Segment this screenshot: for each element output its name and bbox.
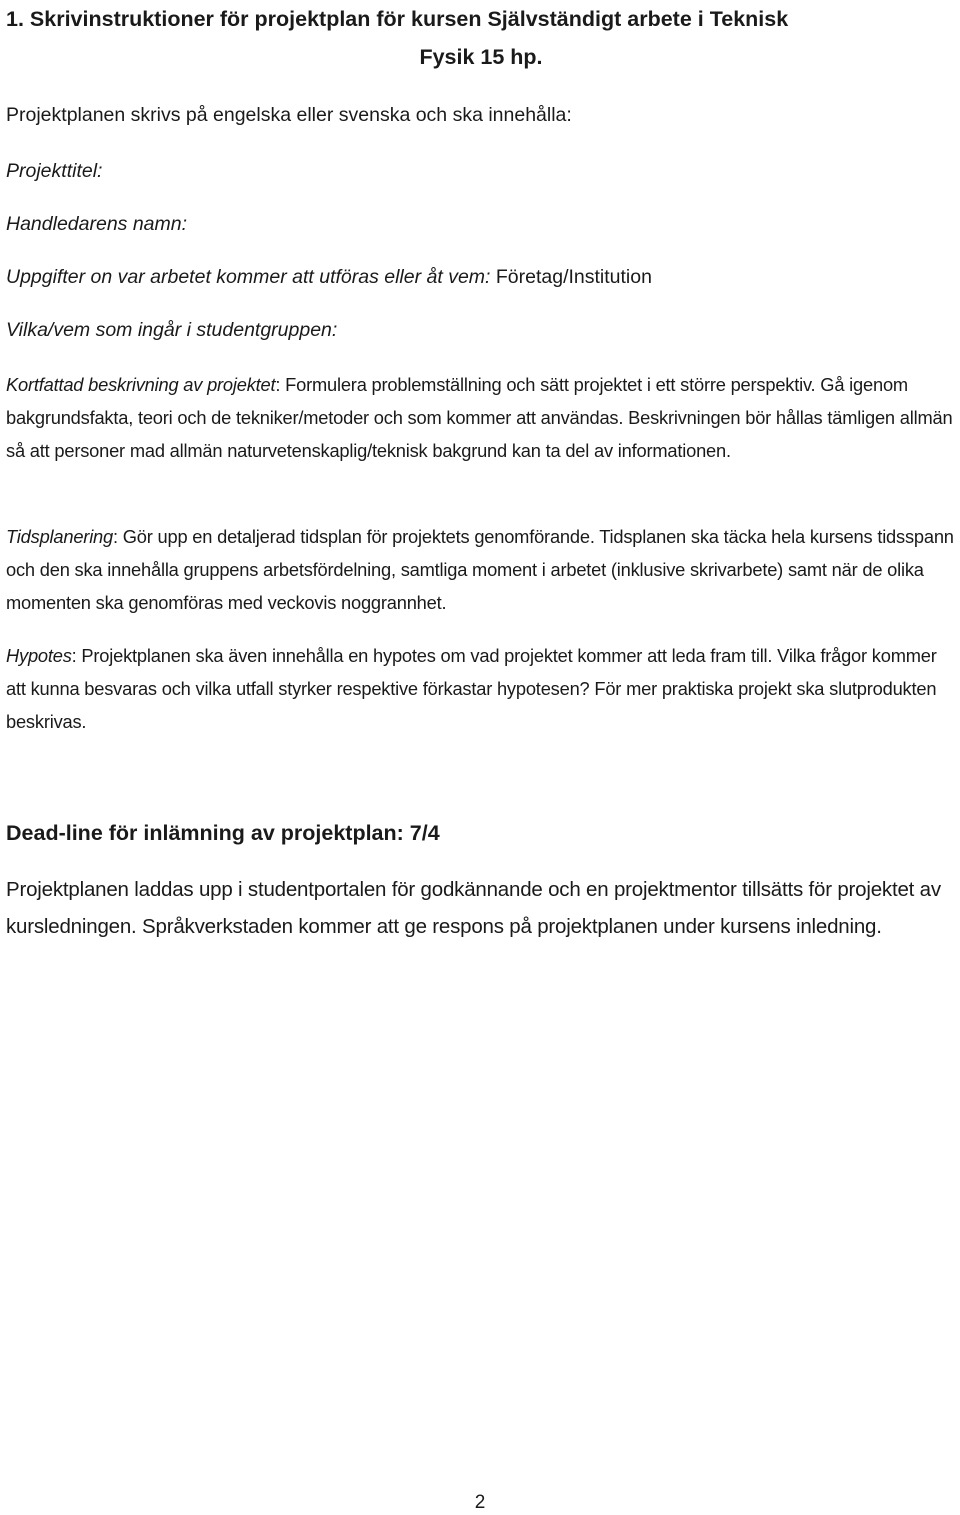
description-paragraph (6, 368, 960, 467)
page-number: 2 (474, 1492, 486, 1513)
field-student-group (6, 314, 956, 346)
student-group-label: Vilka/vem som ingår i studentgruppen: (6, 319, 338, 341)
description-label: Kortfattad beskrivning av projektet (6, 374, 276, 395)
intro-text: Projektplanen skrivs på engelska eller svenska och ska innehålla: (6, 104, 572, 126)
deadline-heading: Dead-line för inlämning av projektplan: 7/4 (6, 821, 440, 845)
upload-paragraph: Projektplanen laddas upp i studentportalen för godkännande och en projektmentor tillsätts för projektet av kursledningen. Språkverkstaden kommer att ge respons på projektplanen under kursens inledning. (6, 878, 941, 938)
title-line-2: Fysik 15 hp. (419, 45, 543, 69)
field-project-title (6, 155, 956, 187)
supervisor-label: Handledarens namn: (6, 213, 188, 235)
project-title-label: Projekttitel: (6, 160, 103, 182)
field-location (6, 261, 956, 293)
location-value: Företag/Institution (490, 266, 652, 288)
description-text: : Formulera problemställning och sätt projektet i ett större perspektiv. Gå igenom bakgrundsfakta, teori och de tekniker/metoder och som kommer att användas. Beskrivningen bör hållas tämligen allmän så att personer mad allmän naturvetenskaplig/teknisk bakgrund kan ta del av informationen. (6, 374, 953, 461)
location-label: Uppgifter on var arbetet kommer att utföras eller åt vem: (6, 266, 491, 288)
field-supervisor (6, 208, 956, 240)
hypothesis-label: Hypotes (6, 645, 72, 666)
hypothesis-paragraph (6, 639, 960, 738)
page-title (6, 0, 956, 76)
schedule-label: Tidsplanering (6, 526, 113, 547)
hypothesis-text: : Projektplanen ska även innehålla en hypotes om vad projektet kommer att leda fram till. Vilka frågor kommer att kunna besvaras och vilka utfall styrker respektive förkastar hypotesen? För mer praktiska projekt ska slutprodukten beskrivas. (6, 645, 937, 732)
title-line-1: 1. Skrivinstruktioner för projektplan för kursen Självständigt arbete i Teknisk (6, 7, 789, 31)
schedule-paragraph (6, 520, 960, 619)
schedule-text: : Gör upp en detaljerad tidsplan för projektets genomförande. Tidsplanen ska täcka hela kursens tidsspann och den ska innehålla gruppens arbetsfördelning, samtliga moment i arbetet (inklusive skrivarbete) samt när de olika momenten ska genomföras med veckovis noggrannhet. (6, 526, 954, 613)
